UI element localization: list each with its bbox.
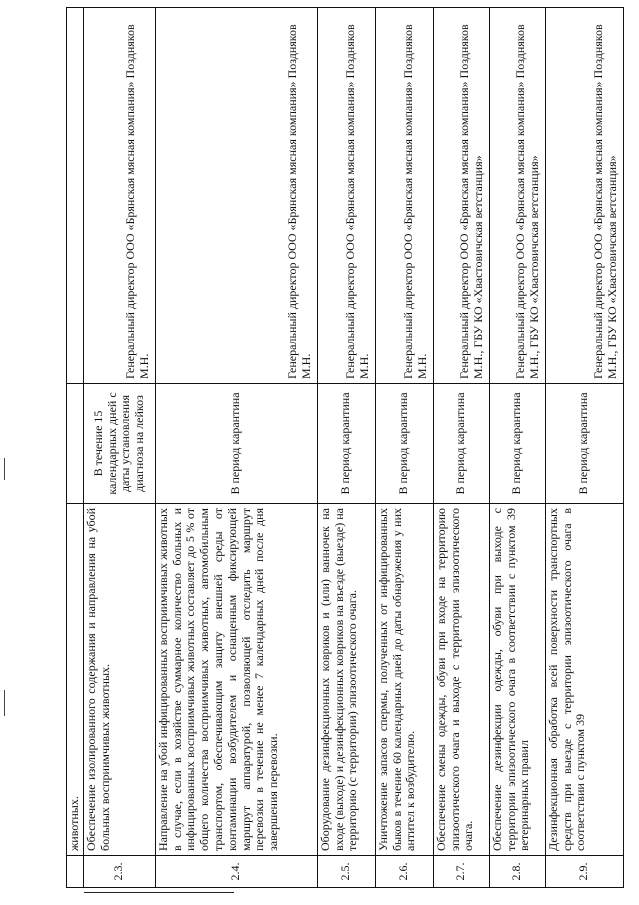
- row-responsible: Генеральный директор ООО «Брянская мясная компания» Поздняков М.Н.: [83, 8, 155, 384]
- scan-artifact: [4, 458, 5, 480]
- row-term: В период карантина: [489, 384, 545, 504]
- row-action: Обеспечение дезинфекции одежды, обуви при выходе с территории эпизоотического очага в соответствии с пунктом 39 ветеринарных правил: [489, 504, 545, 856]
- row-number: 2.5.: [317, 856, 375, 888]
- table-row: [375, 8, 433, 888]
- table-row: [317, 8, 375, 888]
- table-row: [545, 8, 623, 888]
- row-action: Оборудование дезинфекционных ковриков и (или) ванночек на входе (выходе) и дезинфекционных ковриков на въезде (выезде) на территорию (с территории) эпизоотического очага.: [317, 504, 375, 856]
- row-term: В течение 15 календарных дней с даты установления диагноза на лейкоз: [83, 384, 155, 504]
- row-action: животных.: [67, 504, 84, 856]
- row-responsible: Генеральный директор ООО «Брянская мясная компания» Поздняков М.Н., ГБУ КО «Хвастовичская ветстанция»: [545, 8, 623, 384]
- row-responsible: [67, 8, 84, 384]
- row-term: В период карантина: [317, 384, 375, 504]
- row-action: Уничтожение запасов спермы, полученных от инфицированных быков в течение 60 календарных дней до даты обнаружения у них антител к возбудителю.: [375, 504, 433, 856]
- row-number: 2.3.: [83, 856, 155, 888]
- row-term: В период карантина: [155, 384, 317, 504]
- row-number: 2.6.: [375, 856, 433, 888]
- row-responsible: Генеральный директор ООО «Брянская мясная компания» Поздняков М.Н., ГБУ КО «Хвастовичская ветстанция»: [489, 8, 545, 384]
- row-number: [67, 856, 84, 888]
- row-number: 2.9.: [545, 856, 623, 888]
- rotated-table-container: [66, 8, 622, 888]
- row-responsible: Генеральный директор ООО «Брянская мясная компания» Поздняков М.Н.: [155, 8, 317, 384]
- row-number: 2.7.: [433, 856, 489, 888]
- row-responsible: Генеральный директор ООО «Брянская мясная компания» Поздняков М.Н.: [375, 8, 433, 384]
- measures-table: [66, 7, 624, 888]
- row-responsible: Генеральный директор ООО «Брянская мясная компания» Поздняков М.Н., ГБУ КО «Хвастовичская ветстанция»: [433, 8, 489, 384]
- row-term: В период карантина: [375, 384, 433, 504]
- table-row: [155, 8, 317, 888]
- footnote-rule: [84, 892, 234, 893]
- table-row: [83, 8, 155, 888]
- row-responsible: Генеральный директор ООО «Брянская мясная компания» Поздняков М.Н.: [317, 8, 375, 384]
- scan-artifact: [4, 690, 5, 716]
- row-term: [67, 384, 84, 504]
- row-number: 2.4.: [155, 856, 317, 888]
- table-row: [433, 8, 489, 888]
- row-term: В период карантина: [433, 384, 489, 504]
- row-term: В период карантина: [545, 384, 623, 504]
- table-row: [489, 8, 545, 888]
- table-row: [67, 8, 84, 888]
- row-action: Дезинфекционная обработка всей поверхности транспортных средств при выезде с территории эпизоотического очага в соответствии с пунктом 39: [545, 504, 623, 856]
- row-number: 2.8.: [489, 856, 545, 888]
- row-action: Обеспечение смены одежды, обуви при входе на территорию эпизоотического очага и выходе с территории эпизоотического очага.: [433, 504, 489, 856]
- row-action: Направление на убой инфицированных восприимчивых животных в случае, если в хозяйстве суммарное количество больных и инфицированных восприимчивых животных составляет до 5 % от общего количества восприимчивых животных, автомобильным транспортом, обеспечивающим защиту внешней среды от контаминации возбудителем и оснащенным фиксирующей маршрут аппаратурой, позволяющей отследить маршрут перевозки в течение не менее 7 календарных дней после дня завершения перевозки.: [155, 504, 317, 856]
- row-action: Обеспечение изолированного содержания и направления на убой больных восприимчивых животных.: [83, 504, 155, 856]
